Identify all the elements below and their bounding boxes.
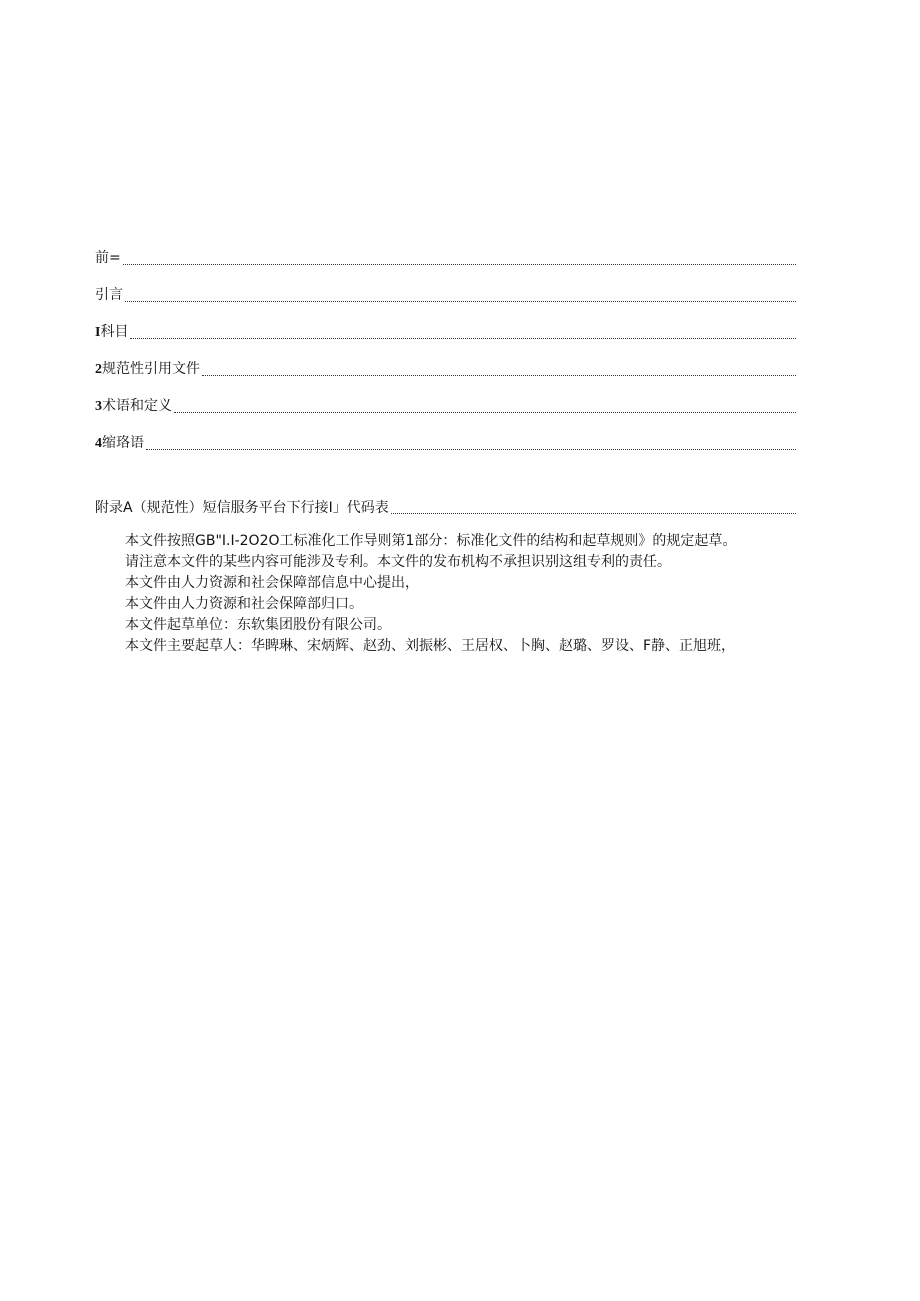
toc-entry-appendix-a[interactable] xyxy=(95,493,796,517)
toc-leader-dots xyxy=(391,499,796,517)
foreword-paragraph: 本文件由人力资源和社会保障部归口。 xyxy=(125,596,363,612)
toc-leader-dots xyxy=(146,435,796,453)
table-of-contents xyxy=(95,244,796,517)
toc-entry-label: 前= xyxy=(95,250,121,266)
foreword-paragraph: 本文件主要起草人：华睥琳、宋炳辉、赵劲、刘振彬、王居权、卜胸、赵璐、罗设、F静、正旭班， xyxy=(125,638,736,654)
toc-entry-label: I科目 xyxy=(95,324,129,340)
toc-entry-label: 引言 xyxy=(95,287,123,303)
toc-leader-dots xyxy=(174,398,796,416)
toc-leader-dots xyxy=(125,287,796,305)
foreword-paragraph: 本文件由人力资源和社会保障部信息中心提出， xyxy=(125,575,419,591)
foreword-paragraph: 本文件按照GB"I.I-2O2O工标准化工作导则第1部分：标准化文件的结构和起草规则》的规定起草。 xyxy=(125,533,737,549)
toc-entry-terms-definitions[interactable] xyxy=(95,392,796,416)
toc-entry-label: 附录A（规范性）短信服务平台下行接I」代码表 xyxy=(95,500,389,516)
toc-entry-label: 4缩珞语 xyxy=(95,435,144,451)
toc-entry-introduction[interactable] xyxy=(95,281,796,305)
toc-entry-abbreviations[interactable] xyxy=(95,429,796,453)
foreword-paragraph: 请注意本文件的某些内容可能涉及专利。本文件的发布机构不承担识别这组专利的责任。 xyxy=(125,554,671,570)
foreword-text xyxy=(95,531,815,657)
toc-entry-scope[interactable] xyxy=(95,318,796,342)
toc-entry-label: 2规范性引用文件 xyxy=(95,361,200,377)
toc-entry-normative-references[interactable] xyxy=(95,355,796,379)
toc-leader-dots xyxy=(130,324,796,342)
toc-leader-dots xyxy=(202,361,796,379)
toc-leader-dots xyxy=(123,250,796,268)
toc-entry-label: 3术语和定义 xyxy=(95,398,172,414)
toc-entry-foreword[interactable] xyxy=(95,244,796,268)
foreword-paragraph: 本文件起草单位：东软集团股份有限公司。 xyxy=(125,617,391,633)
